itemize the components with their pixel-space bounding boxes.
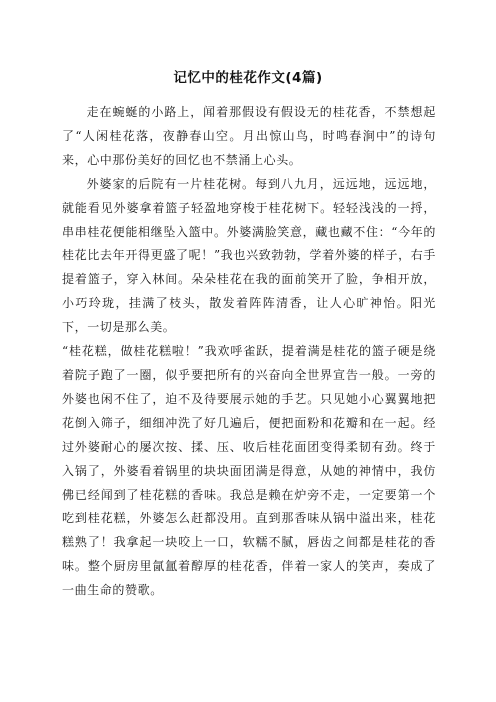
document-title: 记忆中的桂花作文(4篇) bbox=[173, 70, 323, 86]
paragraph-2: 外婆家的后院有一片桂花树。每到八九月，远远地，远远地，就能看见外婆拿着篮子轻盈地穿梭于桂花树下。轻轻浅浅的一捋，串串桂花便能相继坠入篮中。外婆满脸笑意，藏也藏不住：“今年的桂花比去年开得更盛了呢！”我也兴致勃勃，学着外婆的样子，右手提着篮子，穿入林间。朵朵桂花在我的面前笑开了脸，争相开放，小巧玲珑，挂满了枝头，散发着阵阵清香，让人心旷神怡。阳光下，一切是那么美。 bbox=[62, 176, 436, 335]
document-body bbox=[62, 101, 436, 603]
paragraph-3: “桂花糕，做桂花糕啦！”我欢呼雀跃，提着满是桂花的篮子硬是绕着院子跑了一圈，似乎要把所有的兴奋向全世界宣告一般。一旁的外婆也闲不住了，迫不及待要展示她的手艺。只见她小心翼翼地把花倒入筛子，细细冲洗了好几遍后，便把面粉和花瓣和在一起。经过外婆耐心的屡次按、揉、压、收后桂花面团变得柔韧有劲。终于入锅了，外婆看着锅里的块块面团满是得意，从她的神情中，我仿佛已经闻到了桂花糕的香味。我总是赖在炉旁不走，一定要第一个吃到桂花糕，外婆怎么赶都没用。直到那香味从锅中溢出来，桂花糕熟了！我拿起一块咬上一口，软糯不腻，唇齿之间都是桂花的香味。整个厨房里氤氲着醇厚的桂花香，伴着一家人的笑声，奏成了一曲生命的赞歌。 bbox=[62, 344, 436, 598]
paragraph-1: 走在蜿蜒的小路上，闻着那假设有假设无的桂花香，不禁想起了“人闲桂花落，夜静春山空。月出惊山鸟，时鸣春涧中”的诗句来，心中那份美好的回忆也不禁涌上心头。 bbox=[62, 105, 436, 167]
